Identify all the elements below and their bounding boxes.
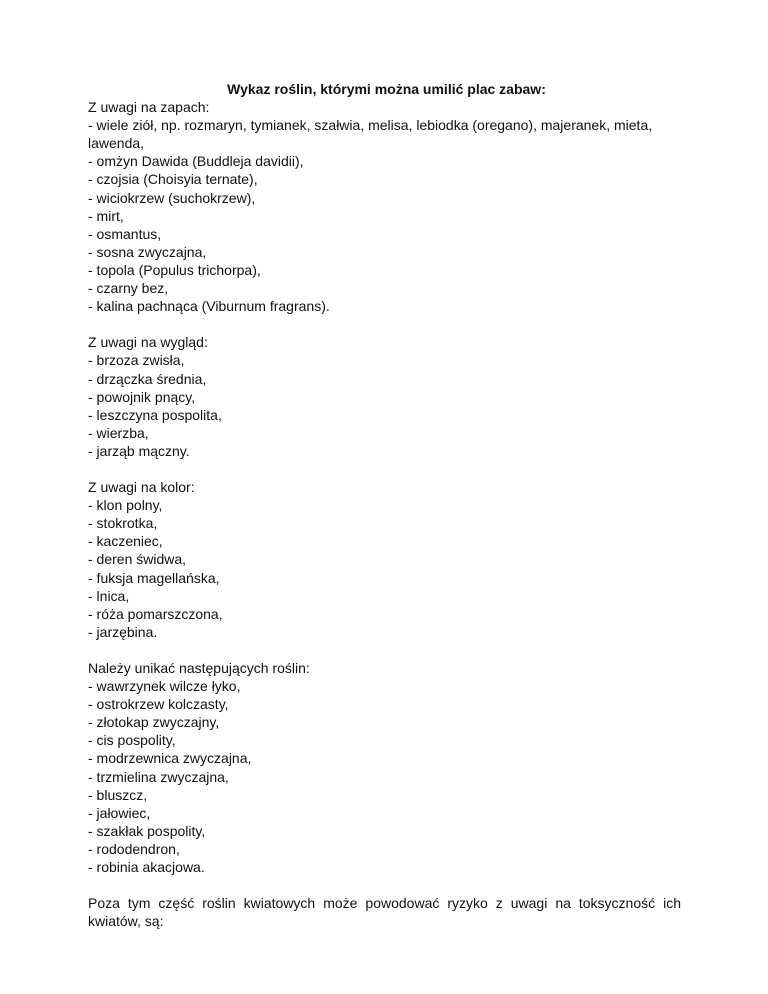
list-item: - jałowiec, — [88, 804, 151, 821]
section-heading: Należy unikać następujących roślin: — [88, 660, 310, 676]
list-item: - mirt, — [88, 207, 124, 224]
closing-paragraph — [88, 894, 681, 930]
section-appearance — [88, 333, 681, 460]
section-heading: Z uwagi na wygląd: — [88, 334, 208, 351]
list-item: - drzączka średnia, — [88, 370, 207, 387]
list-item-continuation: lawenda, — [88, 135, 145, 152]
list-item: - szakłak pospolity, — [88, 822, 206, 839]
list-item: - cis pospolity, — [88, 732, 176, 749]
list-item: - kaczeniec, — [88, 533, 163, 550]
list-item: - bluszcz, — [88, 786, 148, 803]
list-item: - wawrzynek wilcze łyko, — [88, 678, 241, 695]
list-item: - sosna zwyczajna, — [88, 243, 207, 260]
list-item: - deren świdwa, — [88, 551, 187, 568]
list-item: - wiele ziół, np. rozmaryn, tymianek, szałwia, melisa, lebiodka (oregano), majeranek, mieta, — [88, 117, 653, 134]
list-item: - wiciokrzew (suchokrzew), — [88, 189, 256, 206]
list-item: - brzoza zwisła, — [88, 352, 185, 369]
closing-line: Poza tym część roślin kwiatowych może powodować ryzyko z uwagi na toksyczność ich — [88, 895, 681, 912]
list-item: - stokrotka, — [88, 515, 158, 532]
list-item: - trzmielina zwyczajna, — [88, 768, 229, 785]
list-item: - wierzba, — [88, 424, 149, 441]
list-item: - klon polny, — [88, 497, 163, 514]
list-item: - leszczyna pospolita, — [88, 406, 222, 423]
list-item: - jarząb mączny. — [88, 442, 190, 459]
list-item: - czojsia (Choisyia ternate), — [88, 171, 258, 188]
section-avoid — [88, 659, 681, 876]
list-item: - omżyn Dawida (Buddleja davidii), — [88, 153, 304, 170]
list-item: - złotokap zwyczajny, — [88, 714, 220, 731]
list-item: - fuksja magellańska, — [88, 569, 220, 586]
section-colour — [88, 478, 681, 641]
list-item: - róża pomarszczona, — [88, 605, 223, 622]
list-item: - ostrokrzew kolczasty, — [88, 696, 229, 713]
section-scent — [88, 98, 681, 315]
list-item: - jarzębina. — [88, 623, 158, 640]
list-item: - robinia akacjowa. — [88, 859, 205, 876]
closing-line: kwiatów, są: — [88, 913, 164, 930]
list-item: - rododendron, — [88, 840, 180, 857]
list-item: - osmantus, — [88, 225, 162, 242]
section-heading: Z uwagi na zapach: — [88, 99, 210, 116]
list-item: - lnica, — [88, 587, 130, 604]
list-item: - powojnik pnący, — [88, 388, 196, 405]
list-item: - czarny bez, — [88, 280, 169, 297]
document-title: Wykaz roślin, którymi można umilić plac zabaw: — [227, 81, 546, 97]
section-heading: Z uwagi na kolor: — [88, 479, 195, 496]
list-item: - kalina pachnąca (Viburnum fragrans). — [88, 298, 330, 315]
list-item: - modrzewnica zwyczajna, — [88, 750, 252, 767]
list-item: - topola (Populus trichorpa), — [88, 261, 261, 278]
document-page — [88, 80, 681, 930]
